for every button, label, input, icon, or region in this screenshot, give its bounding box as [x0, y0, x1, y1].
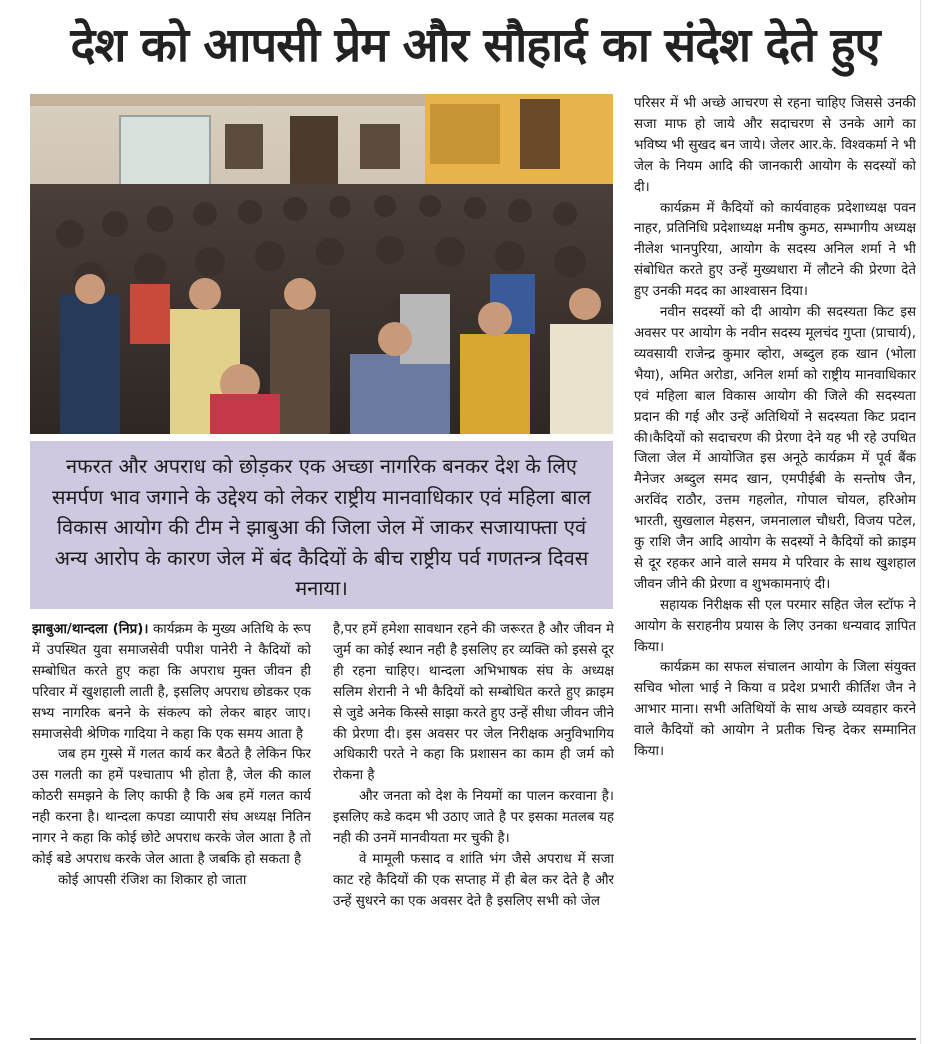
paragraph: वे मामूली फसाद व शांति भंग जैसे अपराध में सजा काट रहे कैदियों की एक सप्ताह में ही बेल कर देते है और उन्हें सुधरने का एक अवसर देते है इसलिए सभी को जेल [333, 851, 614, 909]
highlight-box [30, 441, 613, 609]
page-edge-divider [920, 0, 921, 1044]
article-column-2 [333, 620, 614, 1035]
paragraph: कार्यक्रम के मुख्य अतिथि के रूप में उपस्थित युवा समाजसेवी पपीश पानेरी ने कैदियों को सम्बोधित करते हुए कहा कि अपराध मुक्त जीवन ही परिवार में खुशहाली लाती है, इसलिए अपराध छोडकर एक सभ्य नागरिक बनने के संकल्प को लेकर बाहर जाए। समाजसेवी श्रेणिक गादिया ने कहा कि एक समय आता है [32, 622, 311, 742]
highlight-text: नफरत और अपराध को छोड़कर एक अच्छा नागरिक बनकर देश के लिए समर्पण भाव जगाने के उद्देश्य को लेकर राष्ट्रीय मानवाधिकार एवं महिला बाल विकास आयोग की टीम ने झाबुआ की जिला जेल में जाकर सजायाफ्ता एवं अन्य आरोप के कारण जेल में बंद कैदियों के बीच राष्ट्रीय पर्व गणतन्त्र दिवस मनाया। [51, 454, 592, 600]
byline: झाबुआ/थान्दला (निप्र)। [32, 622, 149, 637]
paragraph: कार्यक्रम का सफल संचालन आयोग के जिला संयुक्त सचिव भोला भाई ने किया व प्रदेश प्रभारी कीर्तिश जैन ने आभार माना। सभी अतिथियों के साथ अच्छे व्यवहार करने वाले कैदियों को आयोग ने प्रतीक चिन्ह देकर सम्मानित किया। [634, 660, 916, 760]
paragraph: परिसर में भी अच्छे आचरण से रहना चाहिए जिससे उनकी सजा माफ हो जाये और सदाचरण से उनके आगे का भविष्य भी सुखद बन जाये। जेलर आर.के. विश्वकर्मा ने भी जेल के नियम आदि की जानकारी आयोग के सदस्यों को दी। [634, 96, 916, 195]
photo-illustration [30, 94, 613, 434]
paragraph: जब हम गुस्से में गलत कार्य कर बैठते है लेकिन फिर उस गलती का हमें पश्चाताप भी होता है, जेल की काल कोठरी समझने के लिए काफी है कि अब हमें गलत कार्य नही करना है। थान्दला कपडा व्यापारी संघ अध्यक्ष नितिन नागर ने कहा कि कोई छोटे अपराध करके जेल आता है तो कोई बडे अपराध करके जेल आता है जबकि हो सकता है [32, 747, 311, 867]
paragraph: सहायक निरीक्षक सी एल परमार सहित जेल स्टॉफ ने आयोग के सराहनीय प्रयास के लिए उनका धन्यवाद ज्ञापित किया। [634, 597, 916, 655]
paragraph: है,पर हमें हमेशा सावधान रहने की जरूरत है और जीवन मे जुर्म का कोई स्थान नही है इसलिए हर व्यक्ति को इससे दूर ही रहना चाहिए। थान्दला अभिभाषक संघ के अध्यक्ष सलिम शेरानी ने भी कैदियों को सम्बोधित करते हुए क्राइम से जुडे अनेक किस्से साझा करते हुए उन्हें सीधा जीवन जीने की प्रेरणा दी। इस अवसर पर जेल निरीक्षक अनुविभागिय अधिकारी परते ने कहा कि प्रशासन का काम ही जर्म को रोकना है [333, 622, 614, 784]
paragraph: कार्यक्रम में कैदियों को कार्यवाहक प्रदेशाध्यक्ष पवन नाहर, प्रतिनिधि प्रदेशाध्यक्ष मनीष कुमठ, सम्भागीय अध्यक्ष नीलेश भानपुरिया, आयोग के सदस्य अनिल शर्मा ने भी संबोधित करते हुए उन्हें मुख्यधारा में लौटने की प्रेरणा देते हुए उनकी मदद का आश्वासन दिया। [634, 200, 916, 300]
bottom-rule [30, 1038, 916, 1040]
article-column-1 [32, 620, 311, 1035]
paragraph: और जनता को देश के नियमों का पालन करवाना है। इसलिए कडे कदम भी उठाए जाते है पर इसका मतलब यह नही की उनमें मानवीयता मर चुकी है। [333, 789, 614, 847]
article-column-3 [634, 94, 916, 1034]
headline: देश को आपसी प्रेम और सौहार्द का संदेश देते हुए [70, 18, 880, 73]
paragraph: कोई आपसी रंजिश का शिकार हो जाता [58, 872, 247, 888]
article-photo [30, 94, 613, 434]
paragraph: नवीन सदस्यों को दी आयोग की सदस्यता किट इस अवसर पर आयोग के नवीन सदस्य मूलचंद गुप्ता (प्राचार्य), व्यवसायी राजेन्द्र कुमार व्होरा, अब्दुल हक खान (भोला भैया), अमित अरोडा, अनिल शर्मा को राष्ट्रीय मानवाधिकार एवं महिला बाल विकास आयोग की जिले की सदस्यता प्रदान की गई और उन्हें अतिथियों ने सदस्यता किट प्रदान की।कैदियों को सदाचरण की प्रेरणा देने यह भी रहे उपथित जिला जेल में आयोजित इस अनूठे कार्यक्रम में पूर्व बैंक मैनेजर अब्दुल समद खान, एमपीईबी के सन्तोष जैन, अरविंद राठौर, उत्तम गहलोत, गोपाल चोयल, हरिओम भारती, सुखलाल मेहसन, जमनालाल चौधरी, विजय पटेल, कु राशि जैन आदि आयोग के सदस्यों ने कैदियों को क्राइम से दूर रहकर आने वाले समय मे परिवार के साथ खुशहाल जीवन जीने की प्रेरणा व शुभकामनाएं दी। [634, 305, 916, 592]
